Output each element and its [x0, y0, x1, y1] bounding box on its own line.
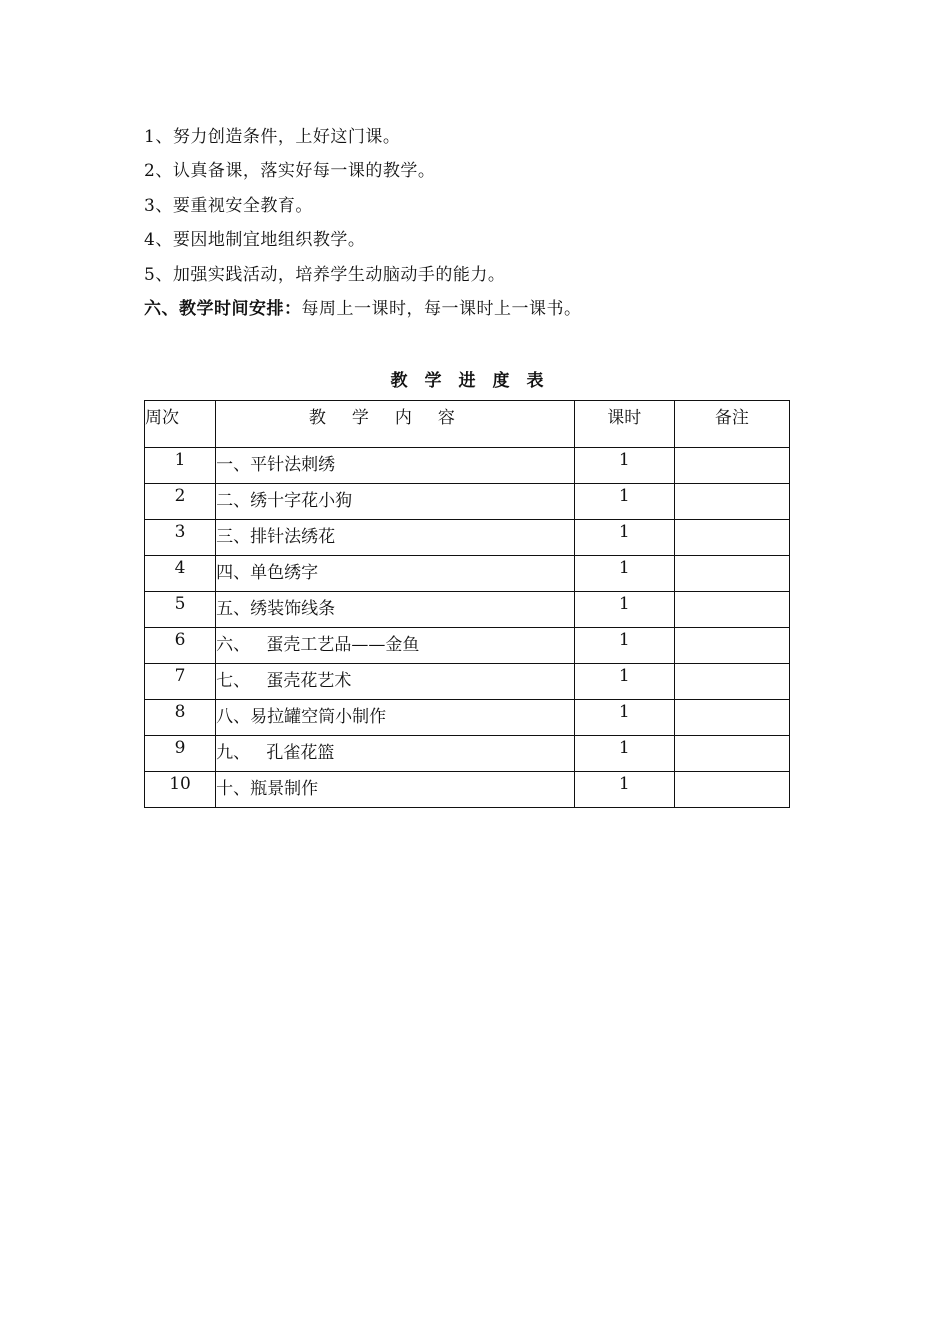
cell-content: 十、瓶景制作 [216, 772, 575, 808]
cell-hours: 1 [574, 628, 674, 664]
cell-note [674, 700, 789, 736]
cell-note [674, 736, 789, 772]
cell-note [674, 448, 789, 484]
cell-week: 4 [145, 556, 216, 592]
table-row [145, 556, 790, 592]
cell-note [674, 592, 789, 628]
cell-note [674, 664, 789, 700]
cell-hours: 1 [574, 736, 674, 772]
table-row [145, 520, 790, 556]
cell-week: 6 [145, 628, 216, 664]
table-row [145, 592, 790, 628]
list-item: 4、要因地制宜地组织教学。 [144, 230, 366, 250]
table-header-row [145, 401, 790, 448]
cell-content: 四、单色绣字 [216, 556, 575, 592]
schedule-table [144, 400, 790, 808]
table-row [145, 772, 790, 808]
cell-week: 8 [145, 700, 216, 736]
table-row [145, 736, 790, 772]
cell-content: 三、排针法绣花 [216, 520, 575, 556]
cell-hours: 1 [574, 664, 674, 700]
cell-note [674, 628, 789, 664]
cell-note [674, 520, 789, 556]
cell-hours: 1 [574, 772, 674, 808]
list-item: 3、要重视安全教育。 [144, 196, 313, 216]
header-hours: 课时 [574, 401, 674, 448]
section-text: 每周上一课时，每一课时上一课书。 [301, 299, 582, 319]
table-row [145, 700, 790, 736]
cell-week: 3 [145, 520, 216, 556]
cell-content: 五、绣装饰线条 [216, 592, 575, 628]
header-note: 备注 [674, 401, 789, 448]
cell-hours: 1 [574, 520, 674, 556]
table-row [145, 448, 790, 484]
cell-hours: 1 [574, 448, 674, 484]
header-week: 周次 [145, 401, 216, 448]
cell-week: 2 [145, 484, 216, 520]
cell-content: 七、 蛋壳花艺术 [216, 664, 575, 700]
table-row [145, 664, 790, 700]
cell-week: 10 [145, 772, 216, 808]
cell-hours: 1 [574, 592, 674, 628]
list-item: 2、认真备课，落实好每一课的教学。 [144, 161, 436, 181]
cell-content: 一、平针法刺绣 [216, 448, 575, 484]
table-title: 教学进度表 [390, 371, 561, 391]
section-six [144, 297, 582, 321]
header-content: 教学内容 [216, 401, 575, 448]
cell-week: 7 [145, 664, 216, 700]
list-item: 5、加强实践活动，培养学生动脑动手的能力。 [144, 265, 506, 285]
cell-note [674, 772, 789, 808]
cell-hours: 1 [574, 700, 674, 736]
cell-note [674, 556, 789, 592]
cell-hours: 1 [574, 484, 674, 520]
list-item: 1、努力创造条件，上好这门课。 [144, 127, 401, 147]
cell-content: 二、绣十字花小狗 [216, 484, 575, 520]
cell-content: 九、 孔雀花篮 [216, 736, 575, 772]
table-row [145, 484, 790, 520]
cell-hours: 1 [574, 556, 674, 592]
cell-week: 5 [145, 592, 216, 628]
table-row [145, 628, 790, 664]
cell-content: 八、易拉罐空筒小制作 [216, 700, 575, 736]
cell-note [674, 484, 789, 520]
cell-week: 1 [145, 448, 216, 484]
table-body [145, 448, 790, 808]
cell-content: 六、 蛋壳工艺品——金鱼 [216, 628, 575, 664]
cell-week: 9 [145, 736, 216, 772]
section-heading: 六、教学时间安排： [144, 299, 302, 319]
